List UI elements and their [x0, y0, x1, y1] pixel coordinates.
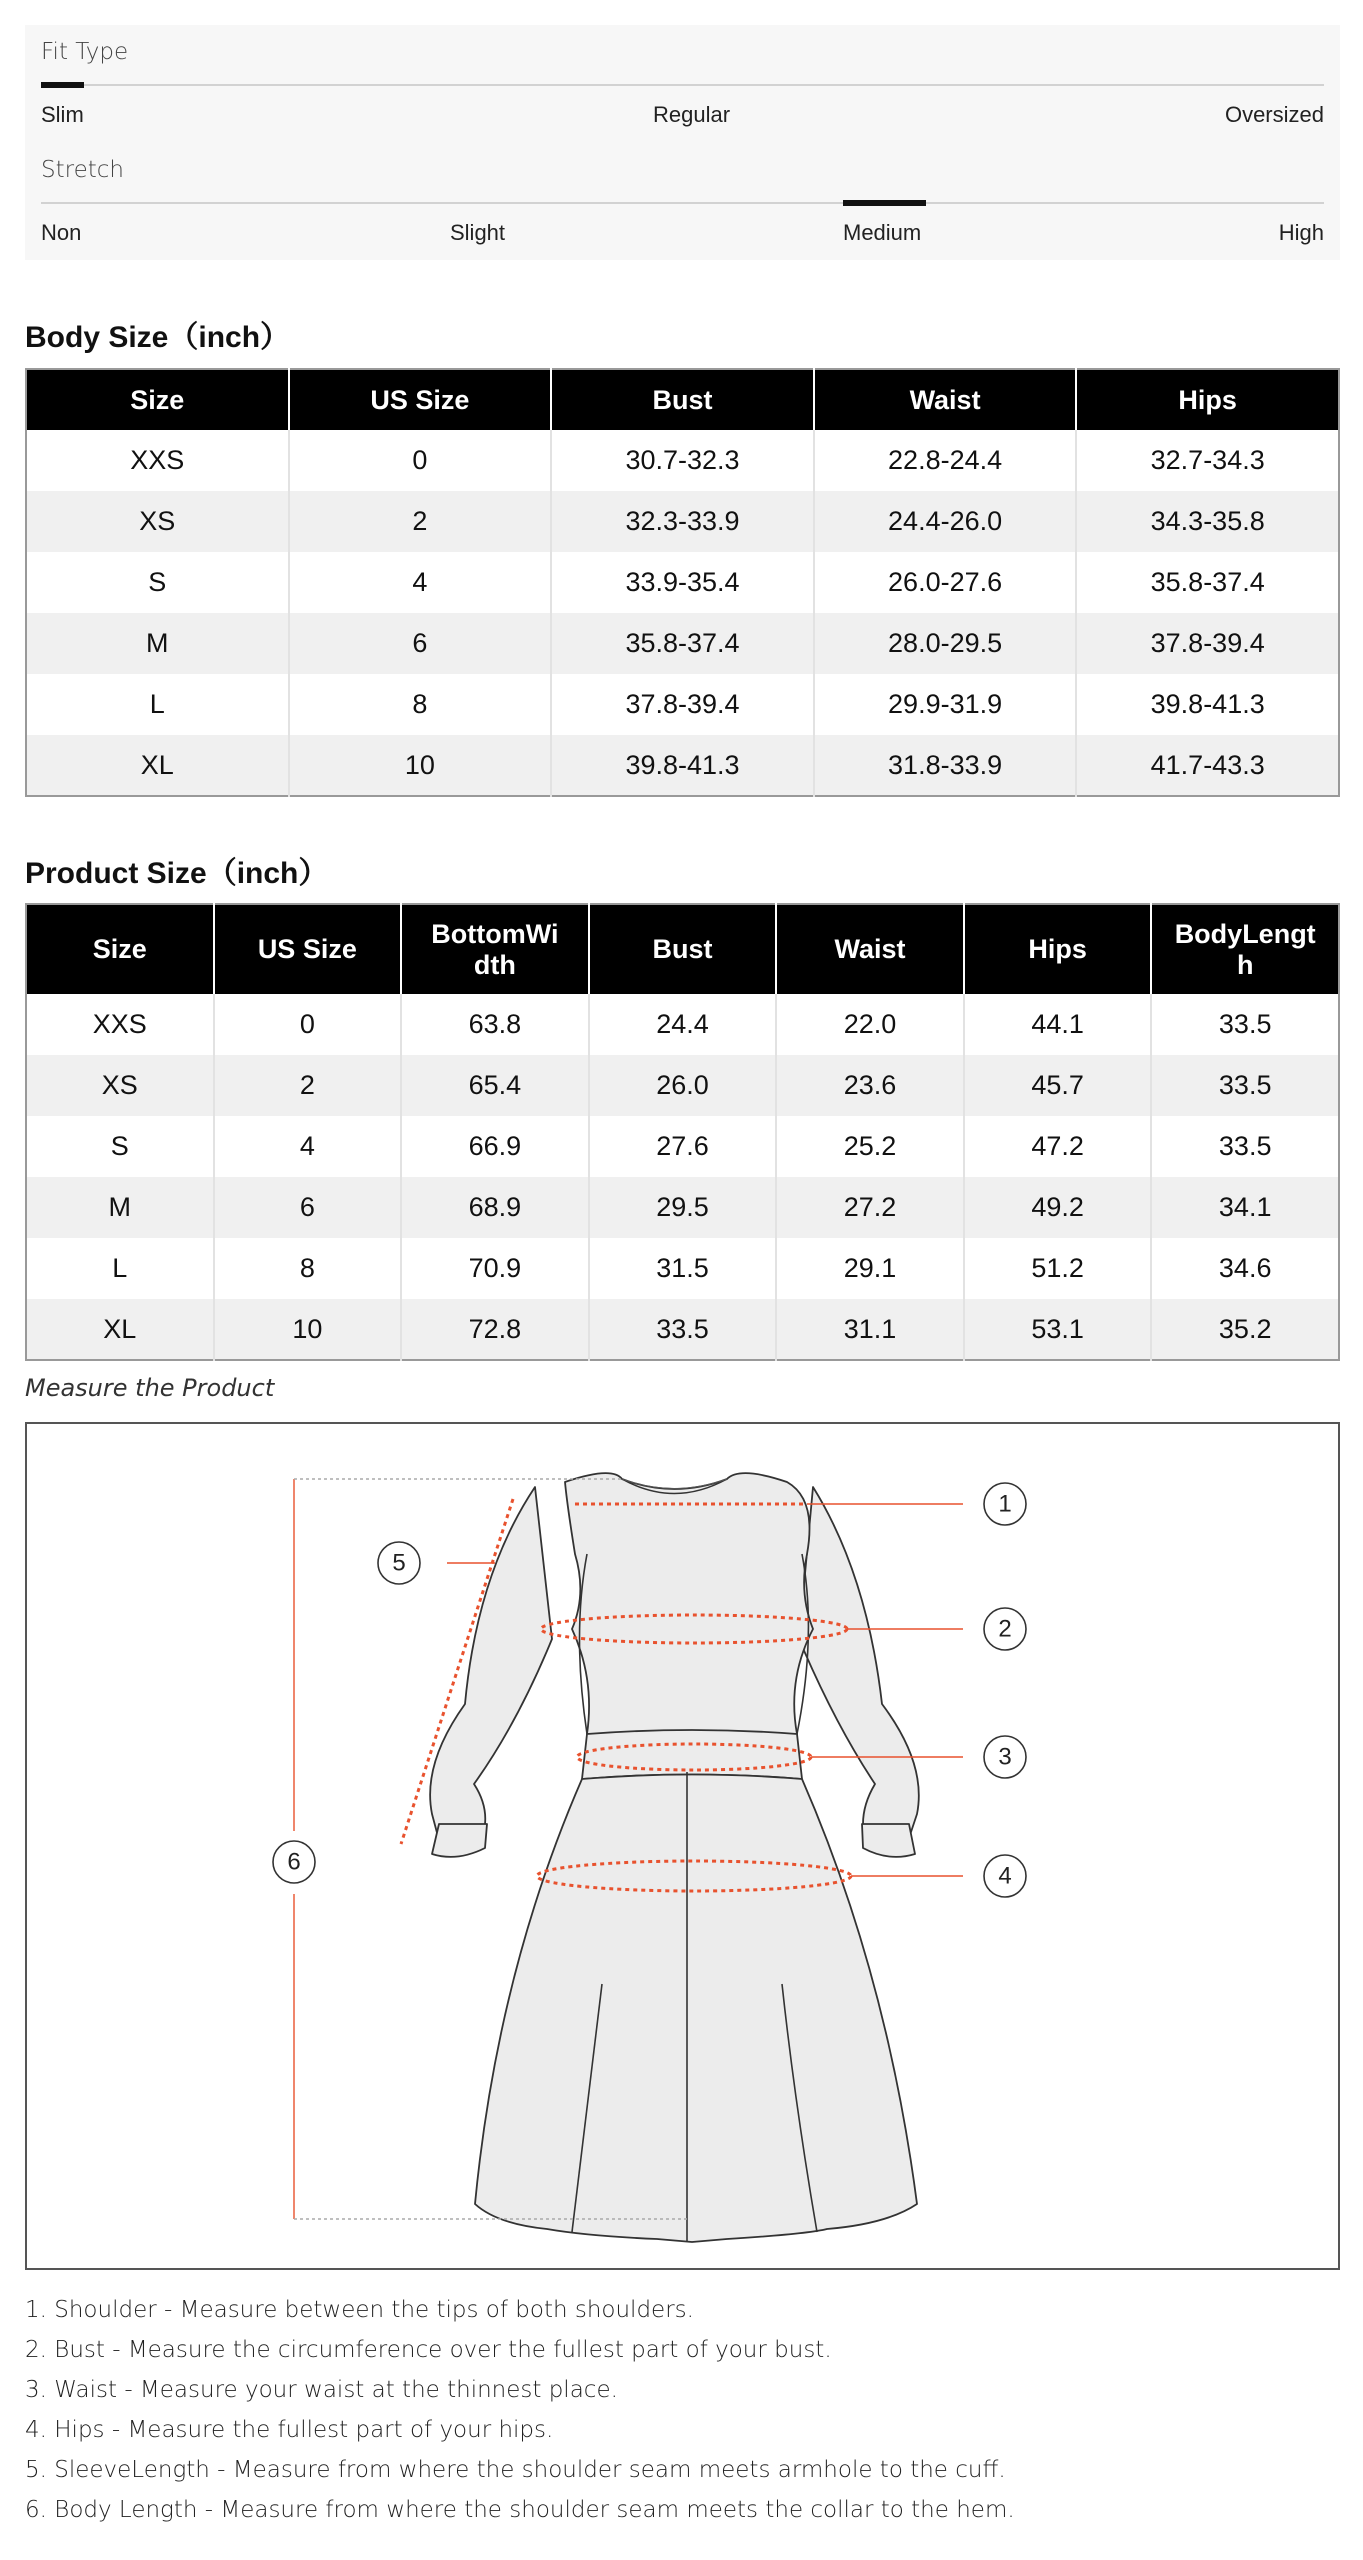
- table-row: [26, 1116, 1339, 1177]
- table-cell: 30.7-32.3: [551, 430, 814, 491]
- table-row: [26, 994, 1339, 1055]
- measure-caption: Measure the Product: [25, 1374, 275, 1402]
- table-cell: 27.2: [776, 1177, 964, 1238]
- table-cell: 41.7-43.3: [1076, 735, 1339, 796]
- table-cell: 31.1: [776, 1299, 964, 1360]
- table-cell: XL: [26, 1299, 214, 1360]
- fit-type-title: Fit Type: [41, 39, 129, 65]
- table-cell: 49.2: [964, 1177, 1152, 1238]
- table-cell: XL: [26, 735, 289, 796]
- table-row: [26, 1299, 1339, 1360]
- table-cell: 29.5: [589, 1177, 777, 1238]
- table-cell: XS: [26, 491, 289, 552]
- table-cell: 68.9: [401, 1177, 589, 1238]
- table-cell: 32.3-33.9: [551, 491, 814, 552]
- table-header-row: [26, 369, 1339, 430]
- marker-2-label: 2: [998, 1615, 1012, 1643]
- table-cell: 2: [289, 491, 552, 552]
- fit-type-scale: [41, 25, 1324, 140]
- column-header: Size: [26, 904, 214, 994]
- column-header: US Size: [214, 904, 402, 994]
- stretch-label-medium: Medium: [843, 220, 922, 245]
- table-cell: 31.8-33.9: [814, 735, 1077, 796]
- table-header-row: [26, 904, 1339, 994]
- column-header: Waist: [814, 369, 1077, 430]
- table-cell: 33.5: [1151, 1055, 1339, 1116]
- measure-diagram: [25, 1422, 1340, 2270]
- table-cell: 72.8: [401, 1299, 589, 1360]
- marker-3-label: 3: [998, 1743, 1012, 1771]
- table-cell: L: [149, 689, 165, 719]
- table-cell: 22.8-24.4: [814, 430, 1077, 491]
- table-cell: 28.0-29.5: [814, 613, 1077, 674]
- note-shoulder: 1. Shoulder - Measure between the tips of both shoulders.: [25, 2297, 694, 2323]
- table-cell: XXS: [92, 1009, 147, 1039]
- stretch-label-slight: Slight: [450, 220, 506, 245]
- table-cell: 35.2: [1151, 1299, 1339, 1360]
- table-cell: 39.8-41.3: [551, 735, 814, 796]
- table-cell: 35.8-37.4: [1076, 552, 1339, 613]
- note-hips: 4. Hips - Measure the fullest part of your hips.: [25, 2417, 554, 2443]
- stretch-label-non: Non: [41, 220, 82, 245]
- body-size-title: Body Size（inch）: [25, 321, 291, 354]
- marker-6-label: 6: [287, 1848, 301, 1876]
- fit-type-label-oversized: Oversized: [1224, 102, 1324, 127]
- product-size-title: Product Size（inch）: [25, 857, 329, 890]
- table-cell: 51.2: [964, 1238, 1152, 1299]
- table-cell: 33.9-35.4: [551, 552, 814, 613]
- product-size-table: [25, 903, 1340, 1361]
- table-cell: XXS: [130, 445, 185, 475]
- marker-5-label: 5: [392, 1549, 406, 1577]
- column-header: Waist: [776, 904, 964, 994]
- column-header: Size: [26, 369, 289, 430]
- table-cell: 10: [289, 735, 552, 796]
- column-header: Hips: [964, 904, 1152, 994]
- table-cell: 33.5: [1151, 1116, 1339, 1177]
- table-cell: 8: [289, 674, 552, 735]
- body-size-table: [25, 368, 1340, 797]
- table-cell: XS: [26, 1055, 214, 1116]
- table-cell: 34.3-35.8: [1076, 491, 1339, 552]
- fit-type-track: [41, 84, 1324, 86]
- column-header: Bust: [551, 369, 814, 430]
- table-cell: 26.0-27.6: [814, 552, 1077, 613]
- table-cell: 27.6: [589, 1116, 777, 1177]
- left-cuff: [432, 1824, 487, 1857]
- table-row: [26, 1055, 1339, 1116]
- table-cell: 24.4-26.0: [814, 491, 1077, 552]
- table-cell: 4: [289, 552, 552, 613]
- table-cell: M: [26, 1177, 214, 1238]
- table-row: [26, 674, 1339, 735]
- table-cell: 65.4: [401, 1055, 589, 1116]
- table-row: [26, 430, 1339, 491]
- fit-type-label-slim: Slim: [41, 102, 84, 127]
- table-cell: 37.8-39.4: [551, 674, 814, 735]
- table-cell: 34.6: [1151, 1238, 1339, 1299]
- right-sleeve: [799, 1487, 919, 1846]
- table-cell: 29.9-31.9: [814, 674, 1077, 735]
- table-cell: 33.5: [589, 1299, 777, 1360]
- dress-illustration: [27, 1424, 1338, 2268]
- note-sleeve-length: 5. SleeveLength - Measure from where the shoulder seam meets armhole to the cuff.: [25, 2457, 1006, 2483]
- stretch-label-high: High: [1278, 220, 1324, 245]
- skirt: [475, 1775, 917, 2243]
- table-cell: 23.6: [776, 1055, 964, 1116]
- table-cell: 29.1: [776, 1238, 964, 1299]
- table-cell: 53.1: [964, 1299, 1152, 1360]
- table-cell: 8: [214, 1238, 402, 1299]
- stretch-title: Stretch: [41, 157, 124, 183]
- table-row: [26, 613, 1339, 674]
- marker-1-label: 1: [998, 1490, 1012, 1518]
- table-cell: S: [110, 1131, 129, 1161]
- stretch-track: [41, 202, 1324, 204]
- table-cell: 70.9: [401, 1238, 589, 1299]
- column-header: BodyLengt h: [1151, 904, 1339, 994]
- table-cell: 0: [214, 994, 402, 1055]
- stretch-scale: [41, 143, 1324, 258]
- note-body-length: 6. Body Length - Measure from where the shoulder seam meets the collar to the hem.: [25, 2497, 1015, 2523]
- table-cell: 10: [214, 1299, 402, 1360]
- fit-panel: [25, 25, 1340, 260]
- table-cell: 31.5: [589, 1238, 777, 1299]
- fit-type-indicator: [41, 82, 84, 88]
- table-cell: 26.0: [589, 1055, 777, 1116]
- table-cell: 66.9: [401, 1116, 589, 1177]
- table-cell: M: [26, 613, 289, 674]
- table-cell: S: [148, 567, 167, 597]
- table-cell: 44.1: [964, 994, 1152, 1055]
- left-sleeve: [430, 1487, 552, 1846]
- marker-4-label: 4: [998, 1862, 1012, 1890]
- table-cell: 22.0: [776, 994, 964, 1055]
- table-cell: 39.8-41.3: [1076, 674, 1339, 735]
- table-cell: 47.2: [964, 1116, 1152, 1177]
- table-cell: 2: [214, 1055, 402, 1116]
- table-row: [26, 1238, 1339, 1299]
- fit-type-label-regular: Regular: [653, 102, 731, 127]
- table-cell: 34.1: [1151, 1177, 1339, 1238]
- column-header: Bust: [589, 904, 777, 994]
- table-cell: 63.8: [401, 994, 589, 1055]
- bodice: [565, 1473, 813, 1734]
- table-cell: 24.4: [589, 994, 777, 1055]
- table-cell: 4: [214, 1116, 402, 1177]
- table-row: [26, 735, 1339, 796]
- table-row: [26, 491, 1339, 552]
- table-cell: 0: [289, 430, 552, 491]
- table-cell: 6: [214, 1177, 402, 1238]
- column-header: BottomWi dth: [401, 904, 589, 994]
- note-bust: 2. Bust - Measure the circumference over the fullest part of your bust.: [25, 2337, 832, 2363]
- table-cell: 6: [289, 613, 552, 674]
- right-cuff: [862, 1824, 915, 1857]
- column-header: US Size: [289, 369, 552, 430]
- table-row: [26, 552, 1339, 613]
- table-cell: 45.7: [964, 1055, 1152, 1116]
- column-header: Hips: [1076, 369, 1339, 430]
- table-cell: 32.7-34.3: [1076, 430, 1339, 491]
- table-cell: L: [112, 1253, 128, 1283]
- measure-notes: [25, 2290, 1015, 2530]
- table-cell: 35.8-37.4: [551, 613, 814, 674]
- waistband: [582, 1730, 802, 1779]
- stretch-indicator: [843, 200, 926, 206]
- table-cell: 37.8-39.4: [1076, 613, 1339, 674]
- table-cell: 25.2: [776, 1116, 964, 1177]
- table-row: [26, 1177, 1339, 1238]
- table-cell: 33.5: [1151, 994, 1339, 1055]
- note-waist: 3. Waist - Measure your waist at the thinnest place.: [25, 2377, 618, 2403]
